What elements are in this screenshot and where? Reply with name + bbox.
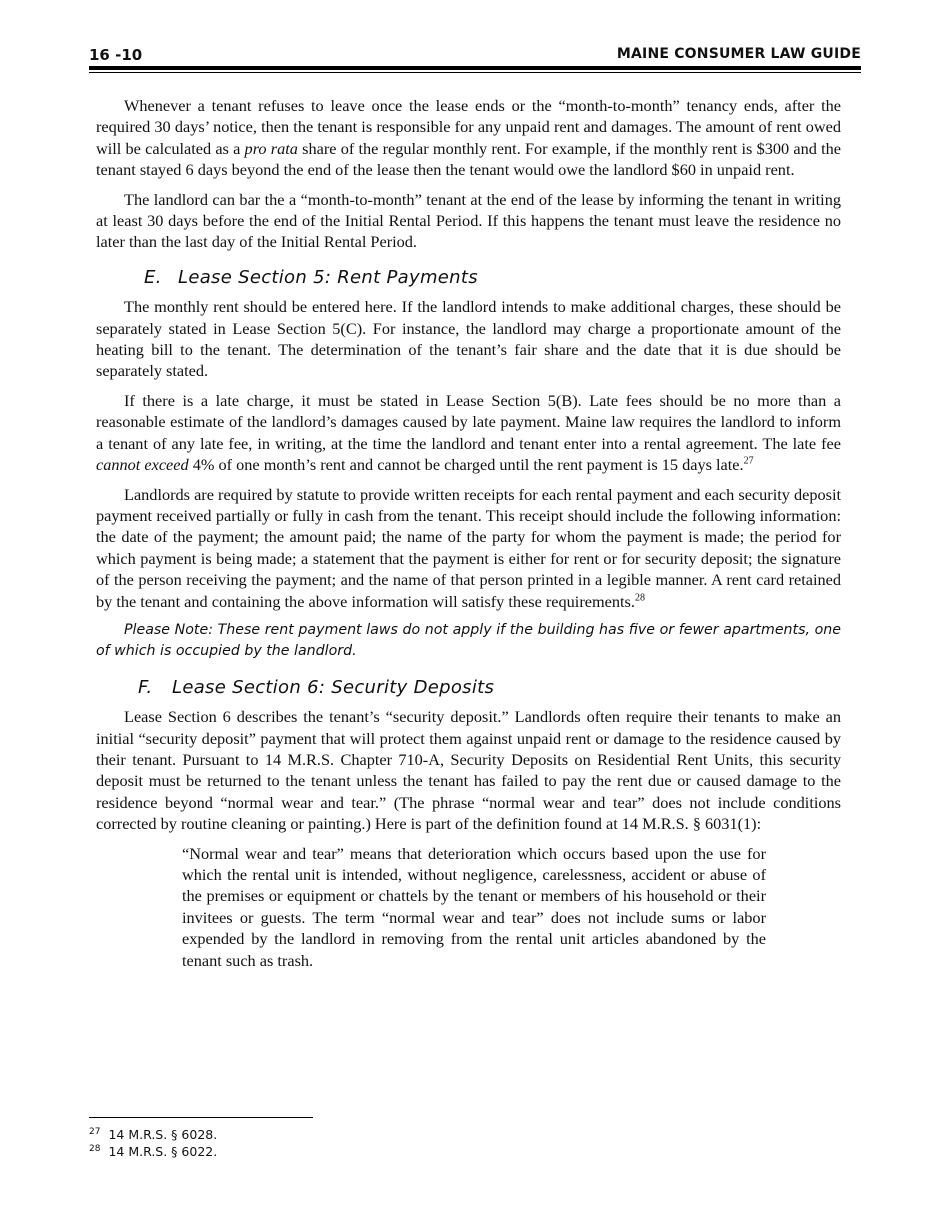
header-rule-thin bbox=[89, 72, 861, 73]
footnote-27: $^{27}$ 14 M.R.S. § 6028. bbox=[89, 1126, 218, 1142]
header-rule-thick bbox=[89, 66, 861, 70]
page-number: 16 -10 bbox=[89, 46, 143, 64]
footnote-rule bbox=[89, 1117, 313, 1118]
paragraph-late-charge: If there is a late charge, it must be stated in Lease Section 5(B). Late fees should be no more than a reasonable estimate of the landlord’s damages caused by late payment. Maine law requires the landlord to inform a tenant of any late fee, in writing, at the time the landlord and tenant enter into a rental agreement. The late fee cannot exceed 4% of one month’s rent and cannot be charged until the rent payment is 15 days late.$^{27}$ bbox=[96, 390, 841, 475]
section-heading-security-deposits: F. Lease Section 6: Security Deposits bbox=[138, 676, 495, 698]
definition-quote: “Normal wear and tear” means that deterioration which occurs based upon the use for which the rental unit is intended, without negligence, carelessness, accident or abuse of the premises or equipment or chattels by the tenant or members of his household or their invitees or guests. The term “normal wear and tear” does not include sums or labor expended by the landlord in removing from the rental unit articles abandoned by the tenant such as trash. bbox=[182, 843, 766, 970]
paragraph-security-deposit: Lease Section 6 describes the tenant’s “security deposit.” Landlords often require their tenants to make an initial “security deposit” payment that will protect them against unpaid rent or damage to the residence caused by their tenant. Pursuant to 14 M.R.S. Chapter 710-A, Security Deposits on Residential Rent Units, this security deposit must be returned to the tenant unless the tenant has failed to pay the rent due or caused damage to the residence beyond “normal wear and tear.” (The phrase “normal wear and tear” does not include conditions corrected by routine cleaning or painting.) Here is part of the definition found at 14 M.R.S. § 6031(1): bbox=[96, 707, 841, 834]
footnote-ref-27: 27 bbox=[743, 455, 754, 467]
paragraph-holdover-tenant: Whenever a tenant refuses to leave once the lease ends or the “month-to-month” tenancy ends, after the required 30 days’ notice, then the tenant is responsible for any unpaid rent and damages. The amount of rent owed will be calculated as a pro rata share of the regular monthly rent. For example, if the monthly rent is $300 and the tenant stayed 6 days beyond the end of the lease then the tenant would owe the landlord $60 in unpaid rent. bbox=[96, 96, 841, 180]
guide-title: MAINE CONSUMER LAW GUIDE bbox=[616, 46, 861, 62]
section-heading-rent-payments: E. Lease Section 5: Rent Payments bbox=[144, 266, 478, 288]
paragraph-month-to-month: The landlord can bar the a “month-to-month” tenant at the end of the lease by informing the tenant in writing at least 30 days before the end of the Initial Rental Period. If this happens the tenant must leave the residence no later than the last day of the Initial Rental Period. bbox=[96, 189, 841, 252]
paragraph-monthly-rent: The monthly rent should be entered here. If the landlord intends to make additional charges, these should be separately stated in Lease Section 5(C). For instance, the landlord may charge a proportionate amount of the heating bill to the tenant. The determination of the tenant’s fair share and the date that it is due should be separately stated. bbox=[96, 297, 841, 381]
paragraph-receipts: Landlords are required by statute to provide written receipts for each rental payment and each security deposit payment received partially or fully in cash from the tenant. This receipt should include the following information: the date of the payment; the amount paid; the name of the party for whom the payment is made; the period for which payment is being made; a statement that the payment is either for rent or for security deposit; the signature of the person receiving the payment; and the name of that person printed in a legible manner. A rent card retained by the tenant and containing the above information will satisfy these requirements.$^{28}$ bbox=[96, 484, 842, 611]
footnote-ref-28: 28 bbox=[634, 592, 645, 604]
page-body bbox=[96, 95, 841, 971]
page-header bbox=[89, 44, 861, 68]
footnotes bbox=[89, 1126, 489, 1160]
footnote-28: $^{28}$ 14 M.R.S. § 6022. bbox=[89, 1143, 218, 1159]
please-note: Please Note: These rent payment laws do not apply if the building has five or fewer apartments, one of which is occupied by the landlord. bbox=[96, 621, 841, 660]
